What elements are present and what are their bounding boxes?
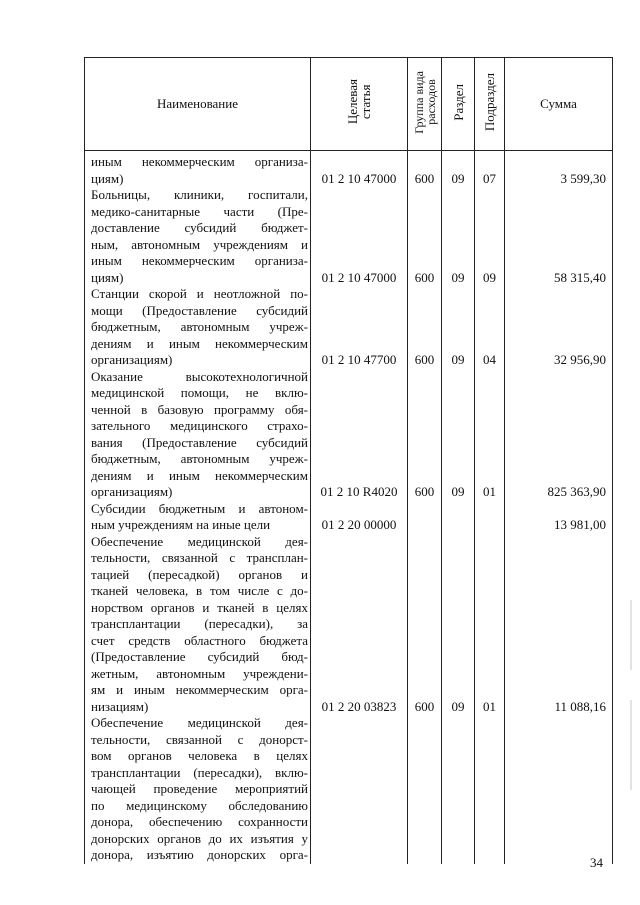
row-name-line: зательного медицинского страхо- bbox=[91, 418, 308, 433]
row-name-line: донора, изъятию донорских орга- bbox=[91, 847, 308, 862]
row-sum: 825 363,90 bbox=[547, 484, 606, 499]
table-row bbox=[91, 715, 308, 864]
row-name-line: бюджетным, автономным учреж- bbox=[91, 319, 308, 334]
row-name-line: низациям) bbox=[91, 698, 149, 714]
section-column bbox=[442, 151, 475, 864]
row-name-line: трансплантации (пересадки), вклю- bbox=[91, 764, 308, 780]
scan-edge bbox=[630, 700, 632, 790]
row-name-line: Больницы, клиники, госпитали, bbox=[91, 187, 308, 202]
row-group: 600 bbox=[414, 484, 435, 499]
row-subsection: 01 bbox=[483, 484, 496, 499]
row-name-line: циям) bbox=[91, 269, 124, 285]
row-name-line: счет средств областного бюджета bbox=[91, 632, 308, 648]
header-target: Целевая статья bbox=[311, 58, 408, 151]
names-column bbox=[85, 151, 311, 864]
row-sum: 58 315,40 bbox=[554, 269, 606, 285]
row-name-line: иным некоммерческим организа- bbox=[91, 253, 308, 268]
row-name-line: тацией (пересадкой) органов и bbox=[91, 566, 308, 582]
row-name-line: организациям) bbox=[91, 484, 173, 499]
row-sum: 13 981,00 bbox=[554, 517, 606, 532]
row-name-line: доставление субсидий бюджет- bbox=[91, 220, 308, 235]
row-section: 09 bbox=[451, 698, 465, 714]
row-name-line: дениям и иным некоммерческим bbox=[91, 467, 308, 483]
row-group: 600 bbox=[414, 698, 435, 714]
row-target: 01 2 10 47700 bbox=[321, 352, 397, 367]
group-column bbox=[408, 151, 442, 864]
row-name-line: (Предоставление субсидий бюд- bbox=[91, 649, 308, 664]
row-name-line: вом органов человека в целях bbox=[91, 748, 308, 763]
page-number: 34 bbox=[590, 855, 603, 870]
row-name-line: по медицинскому обследованию bbox=[91, 797, 308, 813]
row-sum: 11 088,16 bbox=[554, 698, 606, 714]
row-name-line: норством органов и тканей в целях bbox=[91, 599, 308, 615]
row-section: 09 bbox=[451, 484, 465, 499]
row-sum: 32 956,90 bbox=[554, 352, 606, 367]
row-name-line: тельности, связанной с донорст- bbox=[91, 731, 308, 747]
header-name: Наименование bbox=[85, 58, 311, 151]
row-group: 600 bbox=[414, 269, 435, 285]
row-name-line: медицинской помощи, не вклю- bbox=[91, 385, 308, 400]
row-target: 01 2 10 47000 bbox=[321, 269, 397, 285]
row-target: 01 2 20 00000 bbox=[321, 517, 397, 532]
row-name-line: Оказание высокотехнологичной bbox=[91, 368, 308, 384]
row-name-line: Субсидии бюджетным и автоном- bbox=[91, 500, 308, 516]
row-name-line: чающей проведение мероприятий bbox=[91, 781, 308, 796]
row-group: 600 bbox=[414, 352, 435, 367]
row-name-line: мощи (Предоставление субсидий bbox=[91, 302, 308, 318]
table-row bbox=[91, 154, 308, 187]
row-group: 600 bbox=[414, 170, 435, 186]
row-name-line: медико-санитарные части (Пре- bbox=[91, 203, 308, 219]
row-sum: 3 599,30 bbox=[560, 170, 606, 186]
header-section: Раздел bbox=[442, 58, 475, 151]
row-name-line: тканей человека, в том числе с до- bbox=[91, 583, 308, 598]
header-group: Группа вида расходов bbox=[408, 58, 442, 151]
row-name-line: ным, автономным учреждениям и bbox=[91, 236, 308, 252]
budget-table bbox=[84, 57, 613, 864]
row-name-line: ченной в базовую программу обя- bbox=[91, 401, 308, 417]
header-sum: Сумма bbox=[505, 58, 613, 151]
target-column bbox=[311, 151, 408, 864]
sum-column bbox=[505, 151, 613, 864]
row-subsection: 07 bbox=[483, 170, 496, 186]
table-body bbox=[85, 151, 613, 864]
table-header bbox=[85, 58, 613, 151]
row-name-line: циям) bbox=[91, 170, 124, 186]
header-subsection: Подраздел bbox=[475, 58, 505, 151]
row-section: 09 bbox=[451, 269, 465, 285]
row-name-line: тельности, связанной с трансплан- bbox=[91, 550, 308, 565]
row-target: 01 2 10 R4020 bbox=[320, 484, 398, 499]
row-subsection: 01 bbox=[483, 698, 496, 714]
row-section: 09 bbox=[451, 170, 465, 186]
row-name-line: ям и иным некоммерческим орга- bbox=[91, 682, 308, 697]
row-subsection: 04 bbox=[483, 352, 496, 367]
row-name-line: иным некоммерческим организа- bbox=[91, 154, 308, 169]
row-name-line: Станции скорой и неотложной по- bbox=[91, 286, 308, 301]
row-name-line: бюджетным, автономным учреж- bbox=[91, 451, 308, 466]
scan-edge bbox=[630, 600, 632, 670]
row-name-line: вания (Предоставление субсидий bbox=[91, 434, 308, 450]
table-row bbox=[91, 534, 308, 716]
row-target: 01 2 10 47000 bbox=[321, 170, 397, 186]
table-row bbox=[91, 286, 308, 369]
row-name-line: Обеспечение медицинской дея- bbox=[91, 533, 308, 549]
row-target: 01 2 20 03823 bbox=[321, 698, 397, 714]
table-row bbox=[91, 187, 308, 286]
row-name-line: донорских органов до их изъятия у bbox=[91, 830, 308, 846]
table-row bbox=[91, 501, 308, 534]
row-name-line: Обеспечение медицинской дея- bbox=[91, 715, 308, 730]
row-name-line: трансплантации (пересадки), за bbox=[91, 616, 308, 631]
row-name-line: дениям и иным некоммерческим bbox=[91, 335, 308, 351]
table-row bbox=[91, 369, 308, 501]
row-name-line: ным учреждениям на иные цели bbox=[91, 517, 271, 532]
row-name-line: организациям) bbox=[91, 352, 173, 367]
subsection-column bbox=[475, 151, 505, 864]
row-name-line: донора, обеспечению сохранности bbox=[91, 814, 308, 829]
row-subsection: 09 bbox=[483, 269, 496, 285]
row-section: 09 bbox=[451, 352, 465, 367]
row-name-line: жетным, автономным учреждени- bbox=[91, 665, 308, 681]
